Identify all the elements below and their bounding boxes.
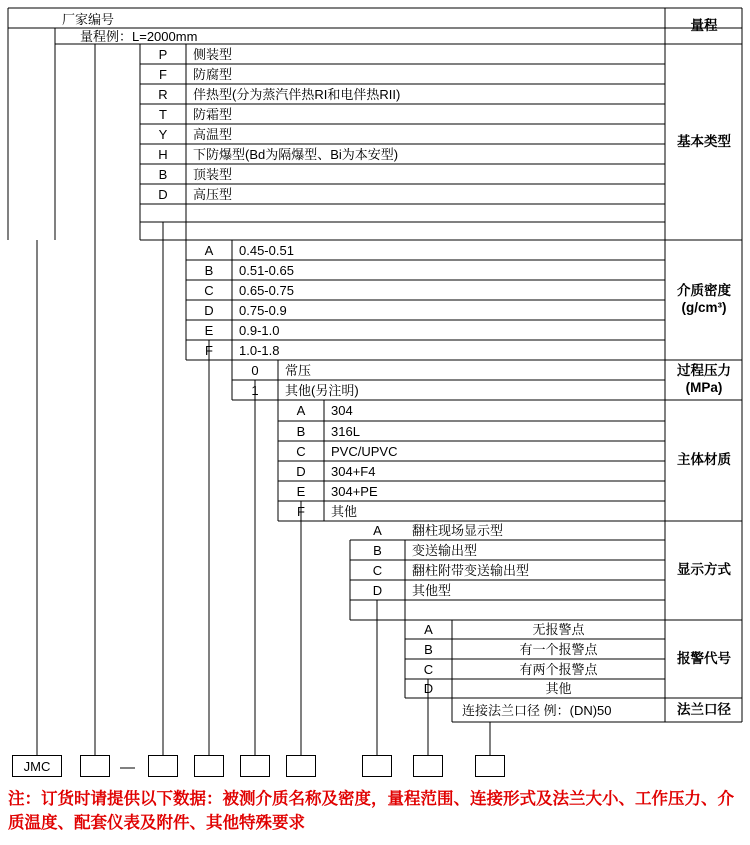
code-basic-type-0: P	[158, 46, 168, 62]
code-medium-density-5: F	[205, 342, 213, 358]
desc-medium-density-1: 0.51-0.65	[239, 262, 294, 278]
desc-display-mode-1: 变送输出型	[412, 542, 478, 558]
code-body-material-3: D	[296, 463, 306, 479]
right-label-basic-type: 基本类型	[677, 133, 731, 149]
desc-basic-type-7: 高压型	[193, 186, 233, 202]
desc-display-mode-3: 其他型	[412, 582, 452, 598]
right-label-range: 量程	[690, 17, 718, 33]
right-label-flange-diameter: 法兰口径	[677, 701, 731, 717]
label-range-example	[74, 28, 374, 44]
desc-medium-density-3: 0.75-0.9	[239, 302, 287, 318]
right-label-body-material: 主体材质	[677, 452, 731, 468]
code-basic-type-7: D	[158, 186, 168, 202]
desc-basic-type-2: 伴热型(分为蒸汽伴热RI和电伴热RII)	[193, 86, 401, 102]
code-basic-type-5: H	[158, 146, 168, 162]
code-medium-density-2: C	[204, 282, 214, 298]
model-box-medium-density[interactable]	[194, 755, 224, 777]
code-basic-type-6: B	[158, 166, 168, 182]
code-body-material-4: E	[296, 483, 306, 499]
model-box-alarm-code[interactable]	[413, 755, 443, 777]
model-box-process-pressure[interactable]	[240, 755, 270, 777]
code-basic-type-4: Y	[158, 126, 168, 142]
code-body-material-5: F	[297, 503, 305, 519]
desc-body-material-0: 304	[331, 403, 353, 418]
desc-basic-type-6: 顶装型	[193, 166, 233, 182]
desc-body-material-2: PVC/UPVC	[331, 443, 398, 459]
model-box-display-mode[interactable]	[362, 755, 392, 777]
model-box-range[interactable]	[80, 755, 110, 777]
desc-medium-density-4: 0.9-1.0	[239, 322, 280, 338]
code-body-material-2: C	[296, 443, 306, 459]
desc-alarm-0: 无报警点	[532, 622, 585, 637]
desc-basic-type-1: 防腐型	[193, 66, 233, 82]
code-display-mode-1: B	[373, 542, 382, 558]
desc-display-mode-2: 翻柱附带变送输出型	[412, 562, 530, 578]
code-basic-type-3: T	[159, 106, 167, 122]
code-display-mode-2: C	[372, 562, 383, 578]
desc-body-material-4: 304+PE	[331, 483, 378, 499]
right-label-alarm-code: 报警代号	[677, 650, 731, 666]
code-alarm-2: C	[423, 661, 434, 677]
label-manufacturer-no	[56, 10, 336, 28]
code-alarm-1: B	[424, 641, 433, 657]
code-process-pressure-0: 0	[251, 362, 259, 378]
desc-alarm-3: 其他	[545, 681, 572, 696]
desc-body-material-5: 其他	[331, 503, 358, 519]
desc-basic-type-5: 下防爆型(Bd为隔爆型、Bi为本安型)	[193, 146, 399, 162]
desc-basic-type-4: 高温型	[193, 126, 233, 142]
desc-basic-type-3: 防霜型	[193, 106, 233, 122]
code-medium-density-1: B	[204, 262, 214, 278]
manufacturer-no-text: 厂家编号	[62, 11, 115, 27]
desc-alarm-1: 有一个报警点	[519, 641, 598, 657]
desc-basic-type-0: 侧装型	[193, 46, 233, 62]
right-label-process-pressure: 过程压力 (MPa)	[677, 363, 731, 395]
model-box-body-material[interactable]	[286, 755, 316, 777]
model-box-flange[interactable]	[475, 755, 505, 777]
code-medium-density-0: A	[204, 242, 214, 258]
desc-body-material-1: 316L	[331, 423, 360, 439]
desc-alarm-2: 有两个报警点	[519, 661, 598, 677]
code-body-material-1: B	[296, 423, 306, 439]
desc-medium-density-2: 0.65-0.75	[239, 282, 294, 298]
desc-process-pressure-0: 常压	[285, 362, 312, 378]
code-alarm-0: A	[424, 622, 433, 637]
order-note: 注：订货时请提供以下数据：被测介质名称及密度，量程范围、连接形式及法兰大小、工作压力、介质温度、配套仪表及附件、其他特殊要求	[8, 790, 734, 832]
code-display-mode-3: D	[372, 582, 383, 598]
code-basic-type-2: R	[158, 86, 168, 102]
desc-flange: 连接法兰口径 例：(DN)50	[462, 702, 612, 718]
code-display-mode-0: A	[373, 522, 382, 538]
range-example-text: 量程例：L=2000mm	[80, 28, 198, 44]
code-body-material-0: A	[296, 403, 306, 418]
model-box-basic-type[interactable]	[148, 755, 178, 777]
desc-medium-density-5: 1.0-1.8	[239, 342, 280, 358]
code-alarm-3: D	[423, 681, 434, 696]
desc-body-material-3: 304+F4	[331, 463, 376, 479]
model-separator-dash: —	[120, 759, 135, 776]
desc-process-pressure-1: 其他(另注明)	[285, 382, 359, 398]
code-basic-type-1: F	[159, 66, 167, 82]
code-process-pressure-1: 1	[251, 382, 259, 398]
code-medium-density-3: D	[204, 302, 214, 318]
model-box-jmc[interactable]: JMC	[12, 755, 62, 777]
right-label-medium-density: 介质密度 (g/cm³)	[677, 283, 731, 315]
code-medium-density-4: E	[204, 322, 214, 338]
desc-display-mode-0: 翻柱现场显示型	[412, 522, 504, 538]
desc-medium-density-0: 0.45-0.51	[239, 242, 294, 258]
right-label-display-mode: 显示方式	[677, 562, 731, 578]
